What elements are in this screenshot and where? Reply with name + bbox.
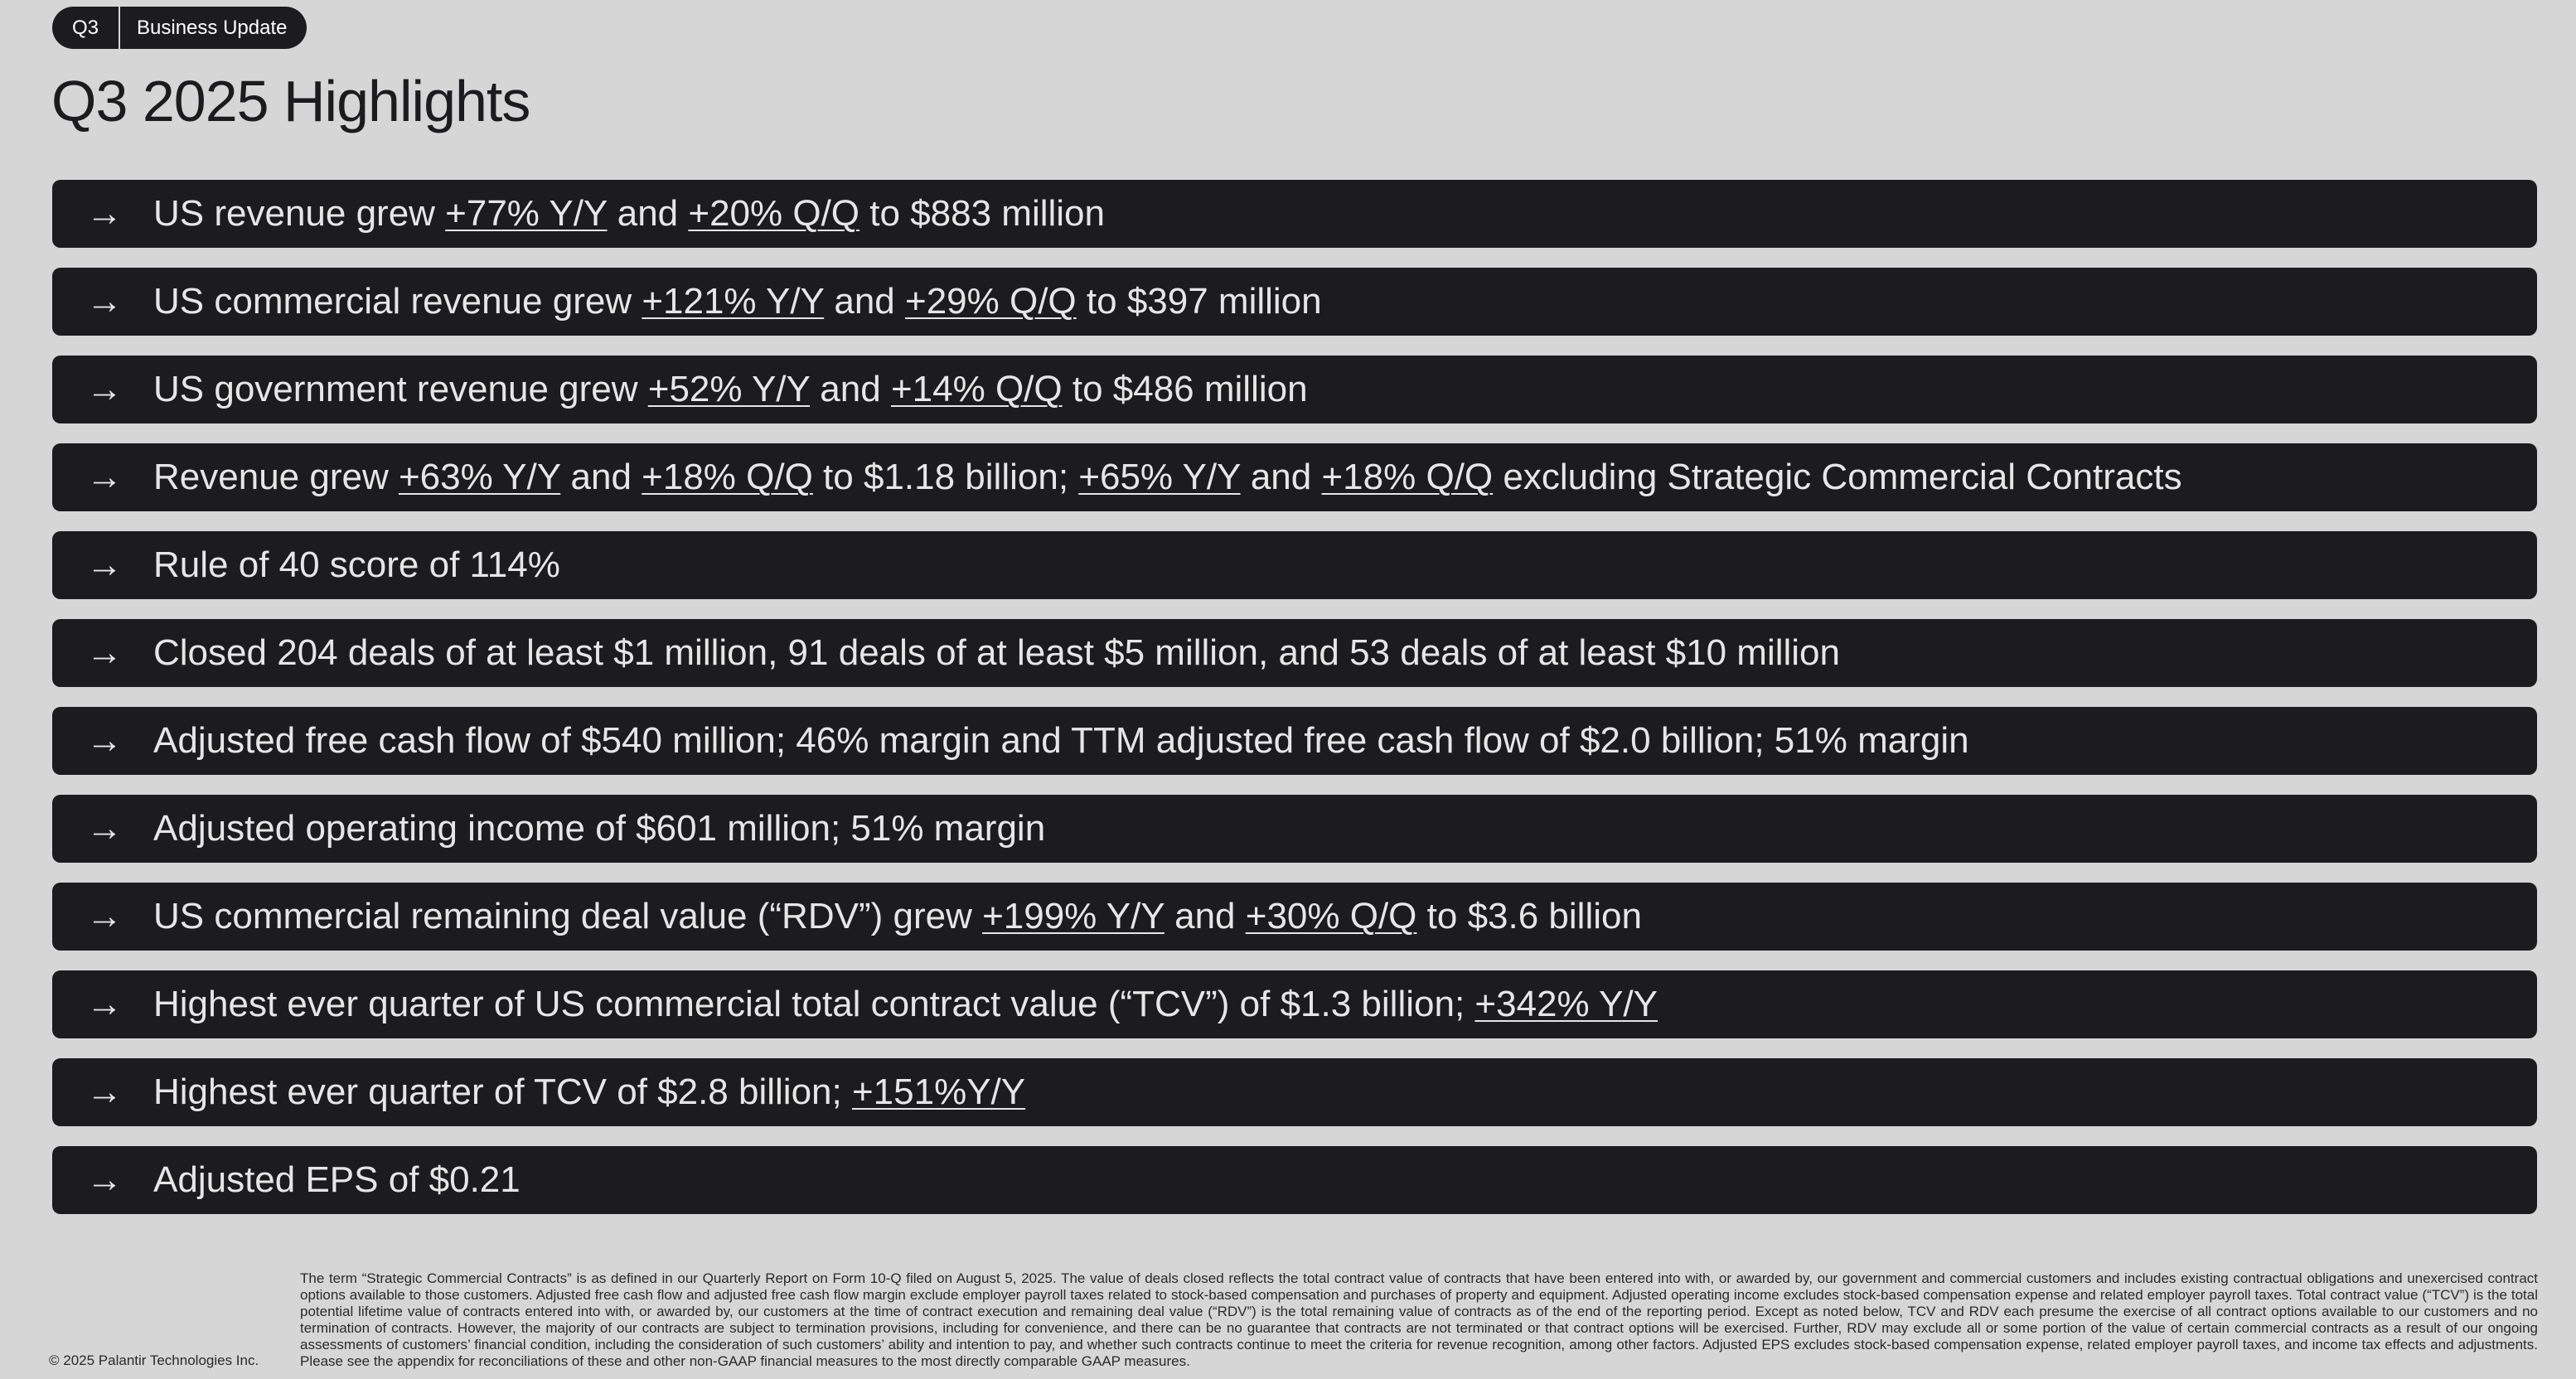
highlight-row <box>52 180 2537 248</box>
highlight-segment: Revenue grew <box>153 457 399 497</box>
highlight-row <box>52 970 2537 1038</box>
arrow-right-icon: → <box>86 808 123 849</box>
growth-metric: +342% Y/Y <box>1474 984 1658 1024</box>
growth-metric: +20% Q/Q <box>688 193 860 234</box>
growth-metric: +199% Y/Y <box>982 896 1165 936</box>
arrow-right-icon: → <box>86 1072 123 1112</box>
highlight-text <box>153 193 1105 235</box>
section-pill <box>52 7 307 49</box>
highlight-segment: Adjusted operating income of $601 million; 51% margin <box>153 808 1046 849</box>
arrow-right-icon: → <box>86 720 123 761</box>
highlight-text <box>153 984 1658 1025</box>
arrow-right-icon: → <box>86 1159 123 1200</box>
highlight-segment: Highest ever quarter of US commercial total contract value (“TCV”) of $1.3 billion; <box>153 984 1475 1024</box>
highlight-segment: to $1.18 billion; <box>812 457 1079 497</box>
highlight-text <box>153 632 1840 674</box>
section-label: Business Update <box>137 16 288 39</box>
highlight-row <box>52 268 2537 336</box>
arrow-right-icon: → <box>86 281 123 322</box>
growth-metric: +65% Y/Y <box>1078 457 1241 497</box>
highlight-text <box>153 896 1642 937</box>
arrow-right-icon: → <box>86 369 123 409</box>
highlight-text <box>153 281 1322 322</box>
growth-metric: +18% Q/Q <box>642 457 813 497</box>
highlight-segment: Rule of 40 score of 114% <box>153 544 560 585</box>
highlight-text <box>153 808 1045 849</box>
page-title: Q3 2025 Highlights <box>51 69 530 133</box>
growth-metric: +52% Y/Y <box>647 369 811 409</box>
highlight-text <box>153 1072 1025 1113</box>
highlight-row <box>52 795 2537 863</box>
highlight-segment: to $397 million <box>1076 281 1322 322</box>
growth-metric: +77% Y/Y <box>445 193 608 234</box>
arrow-right-icon: → <box>86 632 123 673</box>
highlight-segment: US government revenue grew <box>153 369 648 409</box>
highlight-text <box>153 369 1308 410</box>
highlight-segment: and <box>1164 896 1246 936</box>
highlight-segment: and <box>560 457 642 497</box>
highlight-segment: to $883 million <box>859 193 1105 234</box>
highlight-segment: US revenue grew <box>153 193 446 234</box>
highlight-segment: and <box>607 193 689 234</box>
highlight-row <box>52 1146 2537 1214</box>
footnote: The term “Strategic Commercial Contracts” is as defined in our Quarterly Report on Form 10-Q filed on August 5, 2025. The value of deals closed reflects the total contract value of contracts that have been entered into with, or awarded by, our government and commercial customers and includes existing contractual obligations and unexercised contract options available to those customers. Adjusted free cash flow and adjusted free cash flow margin exclude employer payroll taxes related to stock-based compensation and purchases of property and equipment. Adjusted operating income excludes stock-based compensation expense and related employer payroll taxes. Total contract value (“TCV”) is the total potential lifetime value of contracts entered into with, or awarded by, our customers at the time of contract execution and remaining deal value (“RDV”) is the total remaining value of contracts as of the end of the reporting period. Except as noted below, TCV and RDV each presume the exercise of all contract options available to our customers and no termination of contracts. However, the majority of our contracts are subject to termination provisions, including for convenience, and there can be no guarantee that contracts are not terminated or that contract options will be exercised. Further, RDV may exclude all or some portion of the value of certain commercial contracts as a result of our ongoing assessments of customers’ financial condition, including the consideration of such customers’ ability and intention to pay, and whether such contracts continue to meet the criteria for revenue recognition, among other factors. Adjusted EPS excludes stock-based compensation expense, related employer payroll taxes, and income tax effects and adjustments. Please see the appendix for reconciliations of these and other non-GAAP financial measures to the most directly comparable GAAP measures. <box>300 1270 2538 1369</box>
highlight-row <box>52 619 2537 687</box>
highlight-segment: US commercial remaining deal value (“RDV”) grew <box>153 896 983 936</box>
highlight-segment: to $3.6 billion <box>1416 896 1642 936</box>
quarter-tag: Q3 <box>52 7 120 49</box>
growth-metric: +14% Q/Q <box>890 369 1063 409</box>
arrow-right-icon: → <box>86 544 123 585</box>
highlight-row <box>52 707 2537 775</box>
highlight-segment: and <box>1240 457 1322 497</box>
highlight-segment: Closed 204 deals of at least $1 million, 91 deals of at least $5 million, and 53 deals of at least $10 million <box>153 632 1840 673</box>
highlights-list <box>52 180 2537 1234</box>
highlight-segment: Adjusted EPS of $0.21 <box>153 1159 521 1200</box>
highlight-segment: Adjusted free cash flow of $540 million; 46% margin and TTM adjusted free cash flow of $2.0 billion; 51% margin <box>153 720 1969 761</box>
copyright: © 2025 Palantir Technologies Inc. <box>49 1352 259 1368</box>
highlight-row <box>52 1058 2537 1126</box>
growth-metric: +18% Q/Q <box>1321 457 1494 497</box>
growth-metric: +30% Q/Q <box>1245 896 1417 936</box>
arrow-right-icon: → <box>86 457 123 497</box>
arrow-right-icon: → <box>86 984 123 1024</box>
growth-metric: +63% Y/Y <box>398 457 561 497</box>
highlight-text <box>153 457 2182 498</box>
highlight-segment: Highest ever quarter of TCV of $2.8 billion; <box>153 1072 852 1112</box>
highlight-row <box>52 443 2537 511</box>
highlight-segment: to $486 million <box>1062 369 1308 409</box>
highlight-segment: US commercial revenue grew <box>153 281 642 322</box>
highlight-row <box>52 531 2537 599</box>
arrow-right-icon: → <box>86 896 123 936</box>
highlight-segment: and <box>824 281 905 322</box>
highlight-row <box>52 356 2537 423</box>
highlight-text <box>153 720 1969 762</box>
highlight-segment: excluding Strategic Commercial Contracts <box>1493 457 2182 497</box>
growth-metric: +121% Y/Y <box>642 281 825 322</box>
growth-metric: +29% Q/Q <box>905 281 1077 322</box>
highlight-segment: and <box>810 369 891 409</box>
arrow-right-icon: → <box>86 193 123 234</box>
highlight-row <box>52 883 2537 951</box>
highlight-text <box>153 1159 521 1201</box>
highlight-text <box>153 544 560 586</box>
growth-metric: +151%Y/Y <box>851 1072 1026 1112</box>
